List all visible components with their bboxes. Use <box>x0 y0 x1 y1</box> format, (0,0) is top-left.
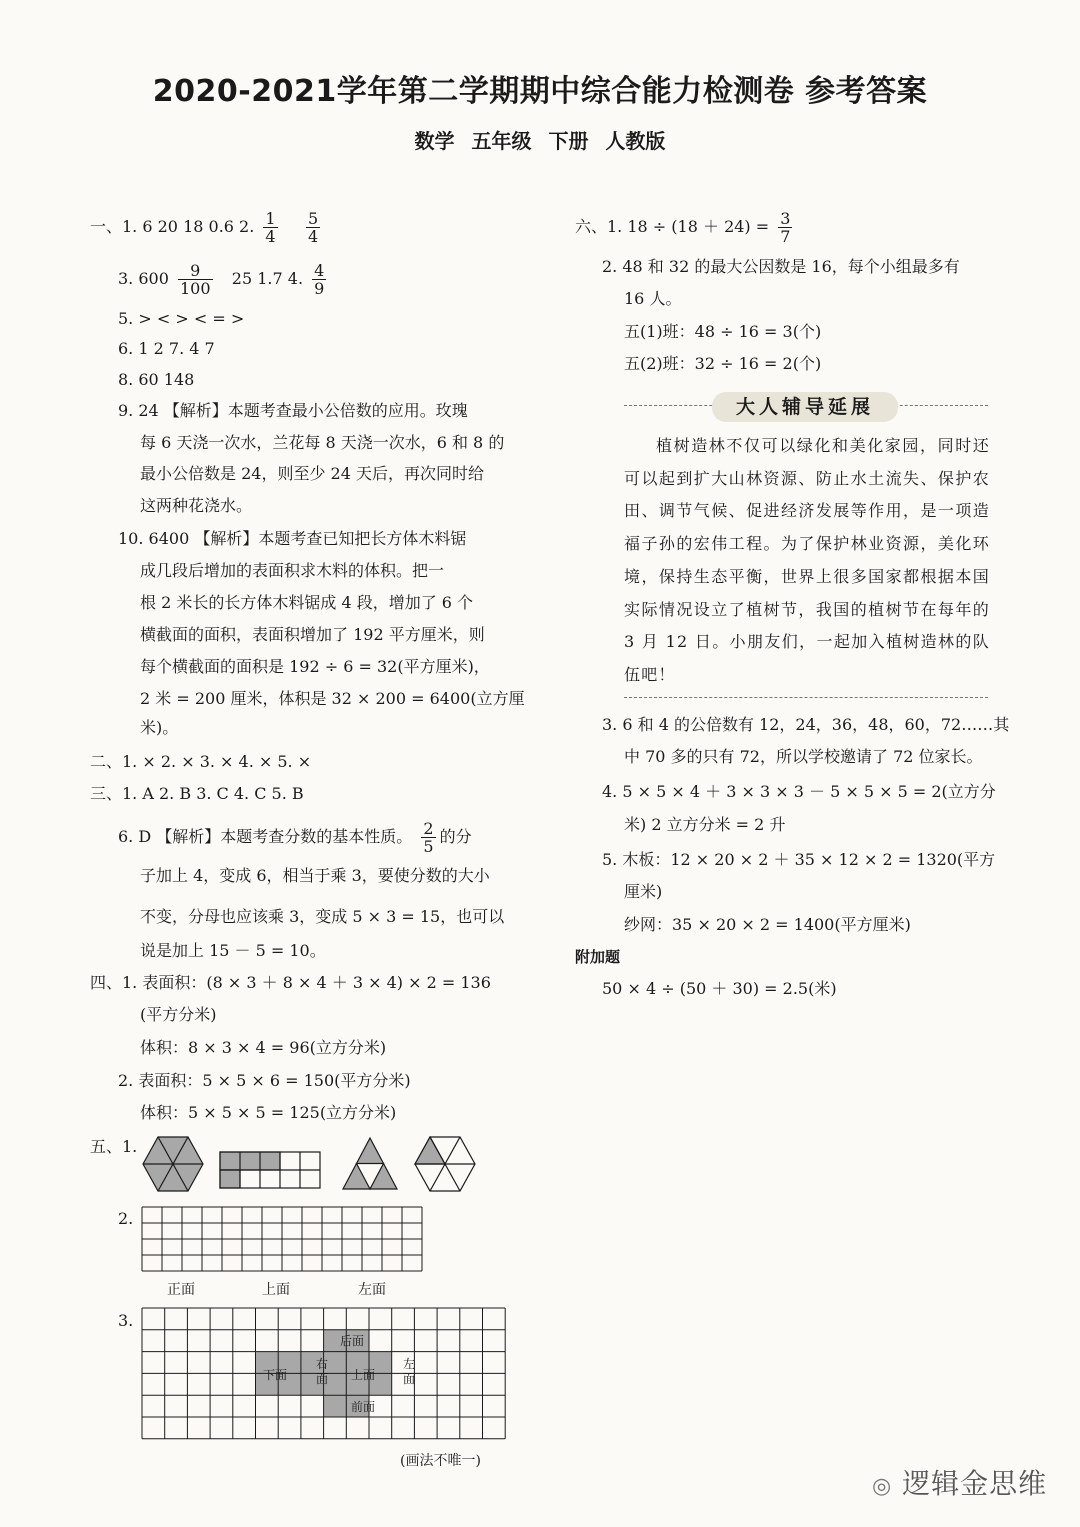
answer-line: 2 米 = 200 厘米，体积是 32 × 200 = 6400(立方厘 <box>140 689 525 708</box>
net-label-bottom: 下面 <box>263 1368 288 1382</box>
answer-line: 2. 48 和 32 的最大公因数是 16，每个小组最多有 <box>602 257 960 276</box>
answer-line: 每 6 天浇一次水，兰花每 8 天浇一次水，6 和 8 的 <box>140 433 505 452</box>
answer-line: 五(2)班：32 ÷ 16 = 2(个) <box>624 354 822 373</box>
answer-line: 不变，分母也应该乘 3，变成 5 × 3 = 15，也可以 <box>140 907 505 926</box>
answer-line: 三、1. A 2. B 3. C 4. C 5. B <box>90 784 304 803</box>
extension-banner: 大人辅导延展 <box>712 392 898 422</box>
answer-line: 五、1. <box>90 1137 138 1156</box>
fraction: $\frac{4}{9}$ <box>314 261 325 298</box>
answer-line: 10. 6400 【解析】本题考查已知把长方体木料锯 <box>118 529 467 548</box>
answer-line: 横截面的面积，表面积增加了 192 平方厘米，则 <box>140 625 485 644</box>
view-label-left: 左面 <box>358 1282 386 1298</box>
answer-line: 厘米) <box>624 882 663 901</box>
answer-line: 米) 2 立方分米 = 2 升 <box>624 815 786 834</box>
fraction: $\frac{2}{5}$ <box>423 819 434 856</box>
answer-line: 成几段后增加的表面积求木料的体积。把一 <box>140 561 445 580</box>
answer-line: 3. 6 和 4 的公倍数有 12，24，36，48，60，72……其 <box>602 715 1010 734</box>
answer-line: 每个横截面的面积是 192 ÷ 6 = 32(平方厘米)， <box>140 657 490 676</box>
answer-line: 四、1. 表面积：(8 × 3 ＋ 8 × 4 ＋ 3 × 4) × 2 = 136 <box>90 973 491 992</box>
answer-line: 一、1. 6 20 18 0.6 2. $\frac{1}{4}$ $\frac{5}{4}$ <box>90 209 319 246</box>
triangle-shaded <box>343 1138 397 1189</box>
view-label-front: 正面 <box>167 1282 195 1298</box>
hexagon-shaded <box>143 1137 203 1191</box>
answer-line: 体积：5 × 5 × 5 = 125(立方分米) <box>140 1103 397 1122</box>
watermark: ◎ 逻辑金思维 <box>872 1467 1048 1500</box>
net-label-left: 左面 <box>403 1357 416 1386</box>
views-grid <box>142 1207 423 1273</box>
answer-line: 六、1. 18 ÷ (18 ＋ 24) = $\frac{3}{7}$ <box>575 209 791 246</box>
grid-shaded <box>220 1152 320 1188</box>
answer-line: 子加上 4，变成 6，相当于乘 3，要使分数的大小 <box>140 866 490 885</box>
answer-line: 根 2 米长的长方体木料锯成 4 段，增加了 6 个 <box>140 593 474 612</box>
view-label-top: 上面 <box>262 1282 290 1298</box>
page-subtitle: 数学 五年级 下册 人教版 <box>414 129 666 153</box>
answer-line: 这两种花浇水。 <box>140 496 253 515</box>
answer-line: 6. 1 2 7. 4 7 <box>118 339 215 358</box>
answer-line: 五(1)班：48 ÷ 16 = 3(个) <box>624 322 822 341</box>
answer-line: 16 人。 <box>624 289 682 308</box>
answer-line: 体积：8 × 3 × 4 = 96(立方分米) <box>140 1038 387 1057</box>
net-label-back: 后面 <box>340 1334 365 1348</box>
answer-line: 50 × 4 ÷ (50 ＋ 30) = 2.5(米) <box>602 979 837 998</box>
answer-line: (平方分米) <box>140 1005 217 1024</box>
drawing-note: (画法不唯一) <box>400 1453 481 1469</box>
divider <box>624 697 988 698</box>
answer-line: 3. <box>118 1311 134 1330</box>
answer-line: 2. 表面积：5 × 5 × 6 = 150(平方分米) <box>118 1071 411 1090</box>
answer-line: 中 70 多的只有 72，所以学校邀请了 72 位家长。 <box>624 747 983 766</box>
answer-line: 5. 木板：12 × 20 × 2 ＋ 35 × 12 × 2 = 1320(平方 <box>602 850 996 869</box>
fraction: $\frac{1}{4}$ <box>265 209 276 246</box>
shapes-figure <box>140 1134 485 1196</box>
page-title: 2020-2021学年第二学期期中综合能力检测卷 参考答案 <box>152 74 928 109</box>
answer-line: 米)。 <box>140 718 179 737</box>
hexagon-partial <box>415 1137 475 1191</box>
answer-line: 二、1. × 2. × 3. × 4. × 5. × <box>90 752 312 771</box>
answer-line: 5. > < > < = > <box>118 309 245 328</box>
answer-line: 8. 60 148 <box>118 370 195 389</box>
answer-line: 6. D 【解析】本题考查分数的基本性质。 $\frac{2}{5}$ 的分 <box>118 819 472 856</box>
answer-line: 说是加上 15 － 5 = 10。 <box>140 941 326 960</box>
net-label-right: 右面 <box>316 1357 329 1386</box>
answer-line: 2. <box>118 1209 134 1228</box>
net-cell-shaded <box>324 1395 347 1417</box>
answer-line: 纱网：35 × 20 × 2 = 1400(平方厘米) <box>624 915 911 934</box>
fraction: $\frac{3}{7}$ <box>780 209 791 246</box>
extension-paragraph: 植树造林不仅可以绿化和美化家园，同时还可以起到扩大山林资源、防止水土流失、保护农田、调节气候、促进经济发展等作用，是一项造福子孙的宏伟工程。为了保护林业资源，美化环境，保持生态平衡，世界上很多国家都根据本国实际情况设立了植树节，我国的植树节在每年的 3 月 12 日。小朋友们，一起加入植树造林的队伍吧！ <box>624 436 990 684</box>
answer-line: 3. 600 $\frac{9}{100}$ 25 1.7 4. $\frac{4}{9}$ <box>118 261 325 298</box>
fraction: $\frac{9}{100}$ <box>179 261 211 298</box>
wechat-icon: ◎ <box>872 1474 893 1499</box>
answer-line: 4. 5 × 5 × 4 ＋ 3 × 3 × 3 － 5 × 5 × 5 = 2(立方分 <box>602 782 996 801</box>
net-label-top: 上面 <box>351 1368 376 1382</box>
extra-label: 附加题 <box>575 948 621 966</box>
net-label-front: 前面 <box>351 1400 376 1414</box>
fraction: $\frac{5}{4}$ <box>307 209 319 246</box>
answer-line: 最小公倍数是 24，则至少 24 天后，再次同时给 <box>140 464 484 483</box>
answer-line: 9. 24 【解析】本题考查最小公倍数的应用。玫瑰 <box>118 401 468 420</box>
